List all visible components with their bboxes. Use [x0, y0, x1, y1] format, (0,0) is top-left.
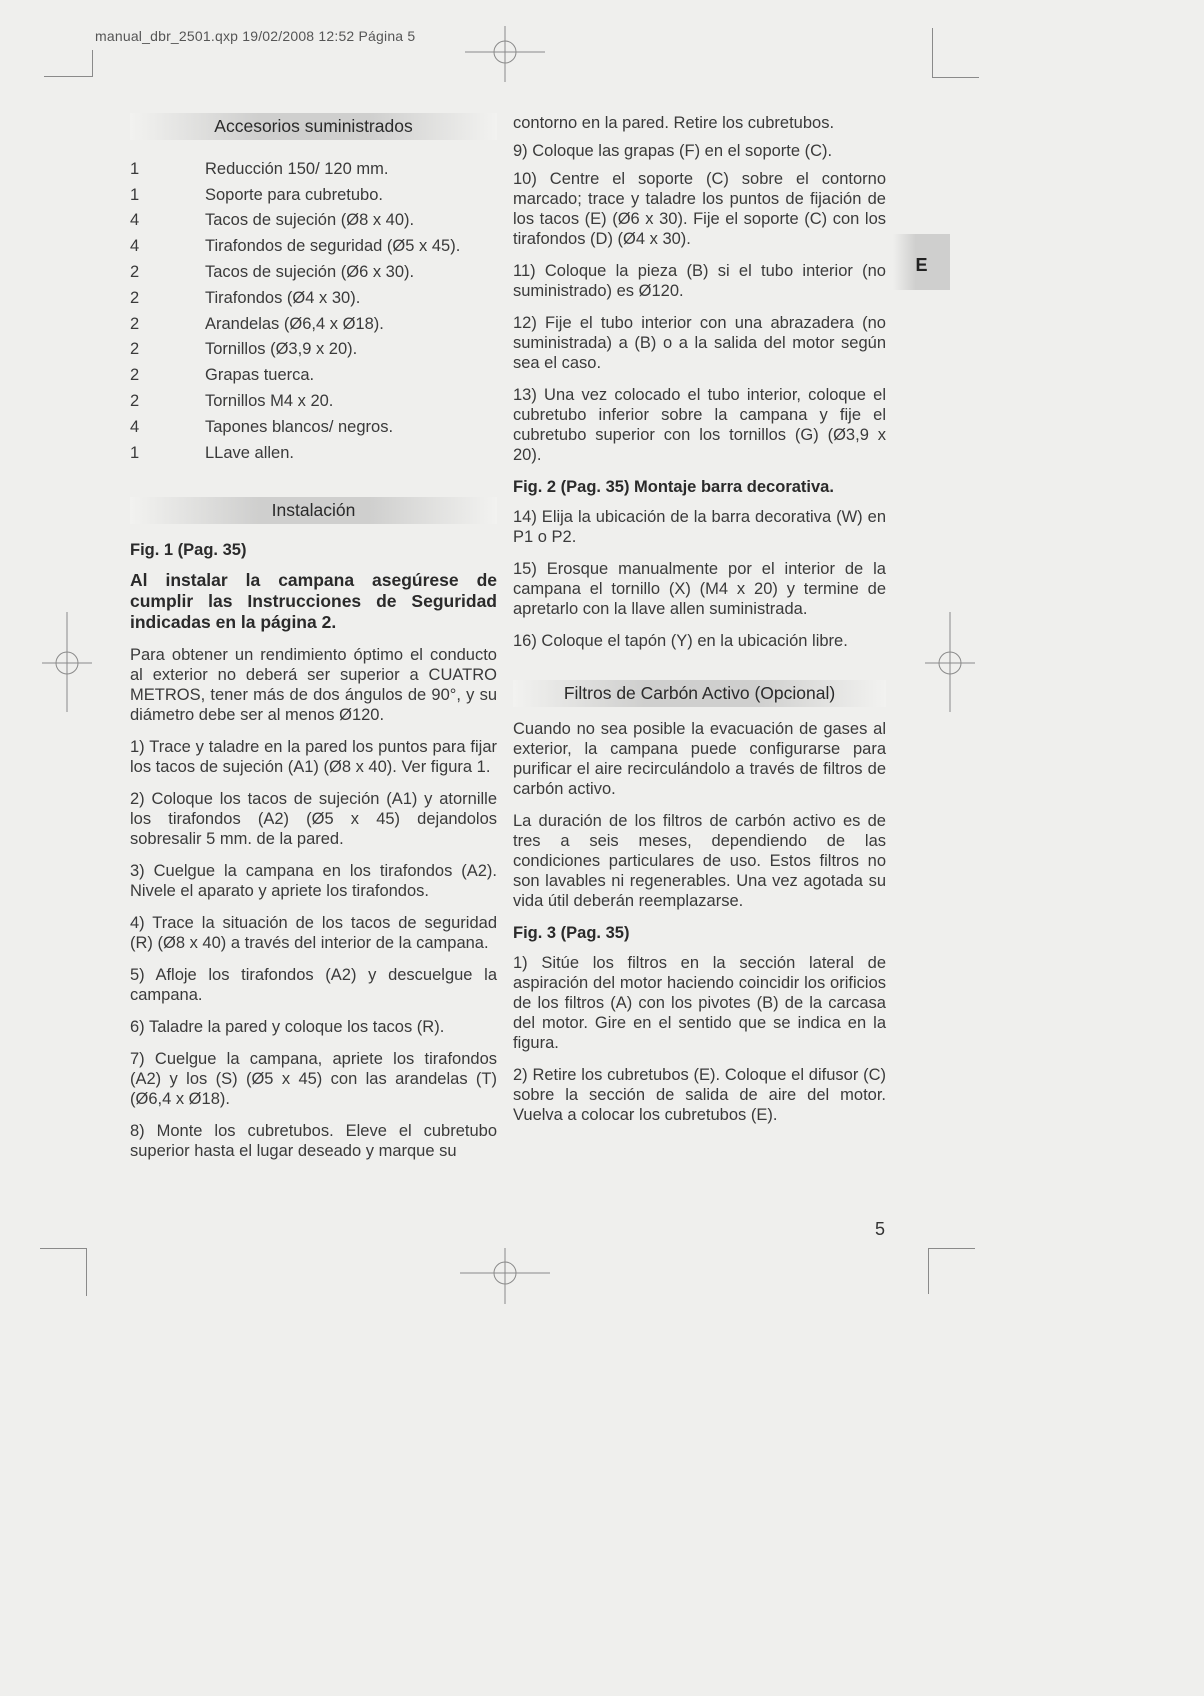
crop-mark-top-left — [92, 50, 93, 77]
step-paragraph: 11) Coloque la pieza (B) si el tubo interior (no suministrado) es Ø120. — [513, 262, 886, 300]
step-paragraph: 7) Cuelgue la campana, apriete los tirafondos (A2) y los (S) (Ø5 x 45) con las arandelas (T) (Ø6,4 x Ø18). — [130, 1049, 497, 1108]
installation-heading: Instalación — [130, 497, 497, 524]
crop-mark-bottom-left — [86, 1248, 87, 1296]
list-item: 4 Tirafondos de seguridad (Ø5 x 45). — [130, 237, 461, 256]
step-paragraph: 1) Trace y taladre en la pared los puntos para fijar los tacos de sujeción (A1) (Ø8 x 40). Ver figura 1. — [130, 737, 497, 776]
registration-mark-right-icon — [925, 612, 975, 712]
list-item: 4 Tacos de sujeción (Ø8 x 40). — [130, 211, 415, 230]
right-column — [513, 113, 886, 1137]
list-item: 2 Tacos de sujeción (Ø6 x 30). — [130, 263, 415, 282]
print-slug: manual_dbr_2501.qxp 19/02/2008 12:52 Página 5 — [95, 28, 416, 44]
accessories-heading: Accesorios suministrados — [130, 113, 497, 140]
crop-mark-top-right-h — [932, 77, 979, 78]
step-paragraph: 2) Retire los cubretubos (E). Coloque el difusor (C) sobre la sección de salida de aire del motor. Vuelva a colocar los cubretubos (E). — [513, 1066, 886, 1124]
filters-paragraph: La duración de los filtros de carbón activo es de tres a seis meses, dependiendo de las condiciones particulares de uso. Estos filtros no son lavables ni regenerables. Una vez agotada su vida útil deberán reemplazarse. — [513, 812, 886, 910]
step-paragraph: 13) Una vez colocado el tubo interior, coloque el cubretubo inferior sobre la campana y fije el cubretubo superior con los tornillos (G) (Ø3,9 x 20). — [513, 386, 886, 464]
step-paragraph: 3) Cuelgue la campana en los tirafondos (A2). Nivele el aparato y apriete los tirafondos. — [130, 861, 497, 900]
crop-mark-bottom-right-h — [928, 1248, 975, 1249]
list-item: 4 Tapones blancos/ negros. — [130, 417, 394, 436]
list-item: 1 Reducción 150/ 120 mm. — [130, 159, 389, 178]
accessories-list — [130, 156, 497, 466]
step-paragraph: 16) Coloque el tapón (Y) en la ubicación libre. — [513, 632, 848, 650]
list-item: 2 Arandelas (Ø6,4 x Ø18). — [130, 314, 384, 333]
step-paragraph: 9) Coloque las grapas (F) en el soporte (C). — [513, 142, 833, 160]
crop-mark-bottom-right — [928, 1248, 929, 1294]
fig3-reference: Fig. 3 (Pag. 35) — [513, 924, 630, 942]
step-paragraph: 10) Centre el soporte (C) sobre el contorno marcado; trace y taladre los puntos de fijación de los tacos (E) (Ø6 x 30). Fije el soporte (C) con los tirafondos (D) (Ø4 x 30). — [513, 170, 886, 248]
language-tab: E — [893, 234, 950, 290]
step-paragraph: 4) Trace la situación de los tacos de seguridad (R) (Ø8 x 40) a través del interior de la campana. — [130, 913, 497, 952]
step-paragraph: 8) Monte los cubretubos. Eleve el cubretubo superior hasta el lugar deseado y marque su — [130, 1121, 497, 1160]
page-number: 5 — [875, 1219, 886, 1239]
registration-mark-bottom-icon — [460, 1248, 550, 1308]
filters-heading: Filtros de Carbón Activo (Opcional) — [513, 680, 886, 707]
step-paragraph: 6) Taladre la pared y coloque los tacos (R). — [130, 1017, 445, 1036]
list-item: 1 Soporte para cubretubo. — [130, 185, 383, 204]
fig2-reference: Fig. 2 (Pag. 35) Montaje barra decorativa. — [513, 478, 834, 496]
crop-mark-top-left-h — [44, 76, 92, 77]
registration-mark-left-icon — [42, 612, 92, 712]
step-paragraph: 2) Coloque los tacos de sujeción (A1) y atornille los tirafondos (A2) (Ø5 x 45) dejandolos sobresalir 5 mm. de la pared. — [130, 789, 497, 848]
list-item: 2 Tornillos (Ø3,9 x 20). — [130, 340, 358, 359]
step-paragraph: contorno en la pared. Retire los cubretubos. — [513, 114, 835, 132]
fig1-reference: Fig. 1 (Pag. 35) — [130, 540, 247, 559]
list-item: 2 Tirafondos (Ø4 x 30). — [130, 288, 361, 307]
step-paragraph: 5) Afloje los tirafondos (A2) y descuelgue la campana. — [130, 965, 497, 1004]
crop-mark-top-right — [932, 28, 933, 78]
intro-paragraph: Para obtener un rendimiento óptimo el conducto al exterior no deberá ser superior a CUATRO METROS, tener más de dos ángulos de 90°, y su diámetro debe ser al menos Ø120. — [130, 645, 497, 724]
list-item: 2 Tornillos M4 x 20. — [130, 392, 334, 411]
list-item: 1 LLave allen. — [130, 443, 294, 462]
safety-warning: Al instalar la campana asegúrese de cumplir las Instrucciones de Seguridad indicadas en la página 2. — [130, 569, 497, 632]
step-paragraph: 15) Erosque manualmente por el interior de la campana el tornillo (X) (M4 x 20) y termine de apretarlo con la llave allen suministrada. — [513, 560, 886, 618]
step-paragraph: 1) Sitúe los filtros en la sección lateral de aspiración del motor haciendo coincidir los orificios de los filtros (A) con los pivotes (B) de la carcasa del motor. Gire en el sentido que se indica en la figura. — [513, 954, 886, 1052]
step-paragraph: 14) Elija la ubicación de la barra decorativa (W) en P1 o P2. — [513, 508, 886, 546]
step-paragraph: 12) Fije el tubo interior con una abrazadera (no suministrada) a (B) o a la salida del motor según sea el caso. — [513, 314, 886, 372]
registration-mark-top-icon — [465, 22, 545, 82]
filters-paragraph: Cuando no sea posible la evacuación de gases al exterior, la campana puede configurarse para purificar el aire recirculándolo a través de filtros de carbón activo. — [513, 720, 886, 798]
list-item: 2 Grapas tuerca. — [130, 366, 315, 385]
left-column — [130, 113, 497, 1173]
crop-mark-bottom-left-h — [40, 1248, 86, 1249]
